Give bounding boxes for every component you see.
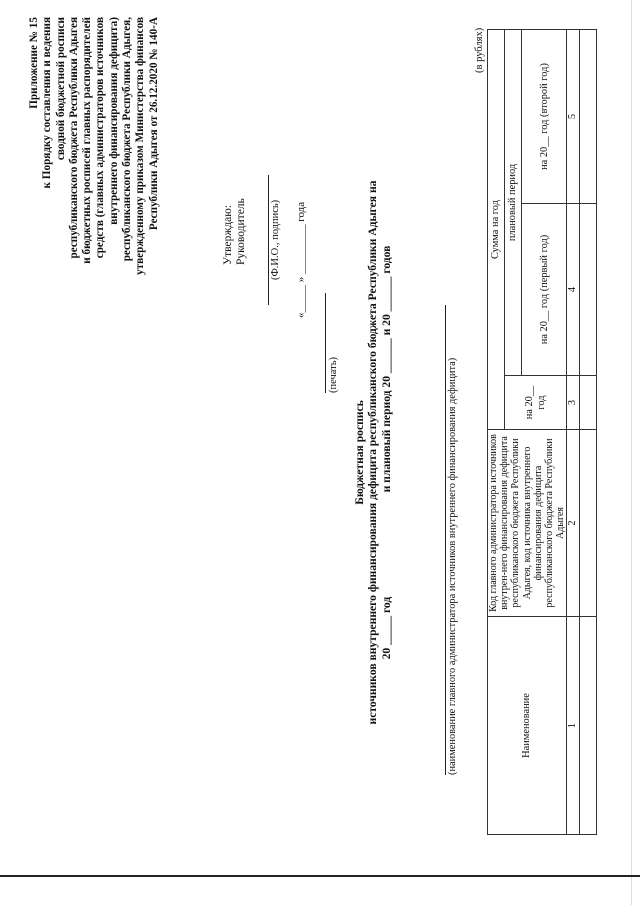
appendix-line: и бюджетных росписей главных распорядителей (81, 17, 94, 264)
administrator-caption: (наименование главного администратора источников внутреннего финансирования дефицита) (447, 357, 458, 775)
seal-line (325, 293, 326, 393)
header-sum: Сумма на год (488, 30, 505, 430)
appendix-line: Приложение № 15 (28, 17, 40, 109)
title-line: источников внутреннего финансирования дефицита республиканского бюджета Республики Адыгея на (366, 180, 380, 725)
table-cell (579, 430, 596, 617)
title-line: Бюджетная роспись (353, 400, 366, 505)
header-year: на 20__ год (505, 376, 567, 430)
column-number: 2 (567, 430, 580, 617)
column-number: 3 (567, 376, 580, 430)
column-number: 4 (567, 204, 580, 376)
header-name: Наименование (488, 617, 567, 835)
table-cell (579, 204, 596, 376)
header-second-year: на 20__ год (второй год) (522, 30, 567, 204)
units-note: (в рублях) (474, 27, 485, 73)
signature-caption: (Ф.И.О., подпись) (270, 199, 281, 280)
document-title (353, 0, 393, 905)
bottom-rule (0, 875, 640, 877)
appendix-line: средств (главных администраторов источников (94, 17, 107, 259)
administrator-line (445, 305, 446, 775)
table-cell (579, 376, 596, 430)
appendix-line: республиканского бюджета Республики Адыгея, (121, 17, 134, 262)
appendix-header (28, 17, 161, 277)
approval-block (222, 198, 248, 265)
column-number: 1 (567, 617, 580, 835)
header-plan: плановый период (505, 30, 522, 376)
appendix-line: к Порядку составления и ведения (41, 17, 54, 189)
seal-caption: (печать) (328, 356, 339, 393)
table-cell (579, 617, 596, 835)
header-first-year: на 20__ год (первый год) (522, 204, 567, 376)
approve-label: Утверждаю: (222, 204, 234, 265)
appendix-line: Республики Адыгея от 26.12.2020 № 140-А (147, 17, 160, 231)
header-code: Код главного администратора источников внутрен-него финансирования дефицита республиканского бюджета Республики Адыгея, код источника внутреннего финансирования дефицита республиканского бюджета Республики Адыгея (488, 430, 567, 617)
title-line: 20 _____ год и плановый период 20 ______ и 20 ______ годов (379, 245, 393, 660)
column-number: 5 (567, 30, 580, 204)
appendix-line: утвержденному приказом Министерства финансов (134, 17, 147, 275)
page-edge (631, 0, 632, 905)
approve-role: Руководитель (235, 198, 247, 265)
budget-table (487, 29, 597, 835)
approval-date: «_____ » _________ года (295, 201, 307, 318)
appendix-line: внутреннего финансирования дефицита) (107, 17, 120, 225)
appendix-line: республиканского бюджета Республики Адыгея (67, 17, 80, 259)
table-cell (579, 30, 596, 204)
signature-line (268, 175, 269, 305)
appendix-line: сводной бюджетной росписи (54, 17, 67, 161)
